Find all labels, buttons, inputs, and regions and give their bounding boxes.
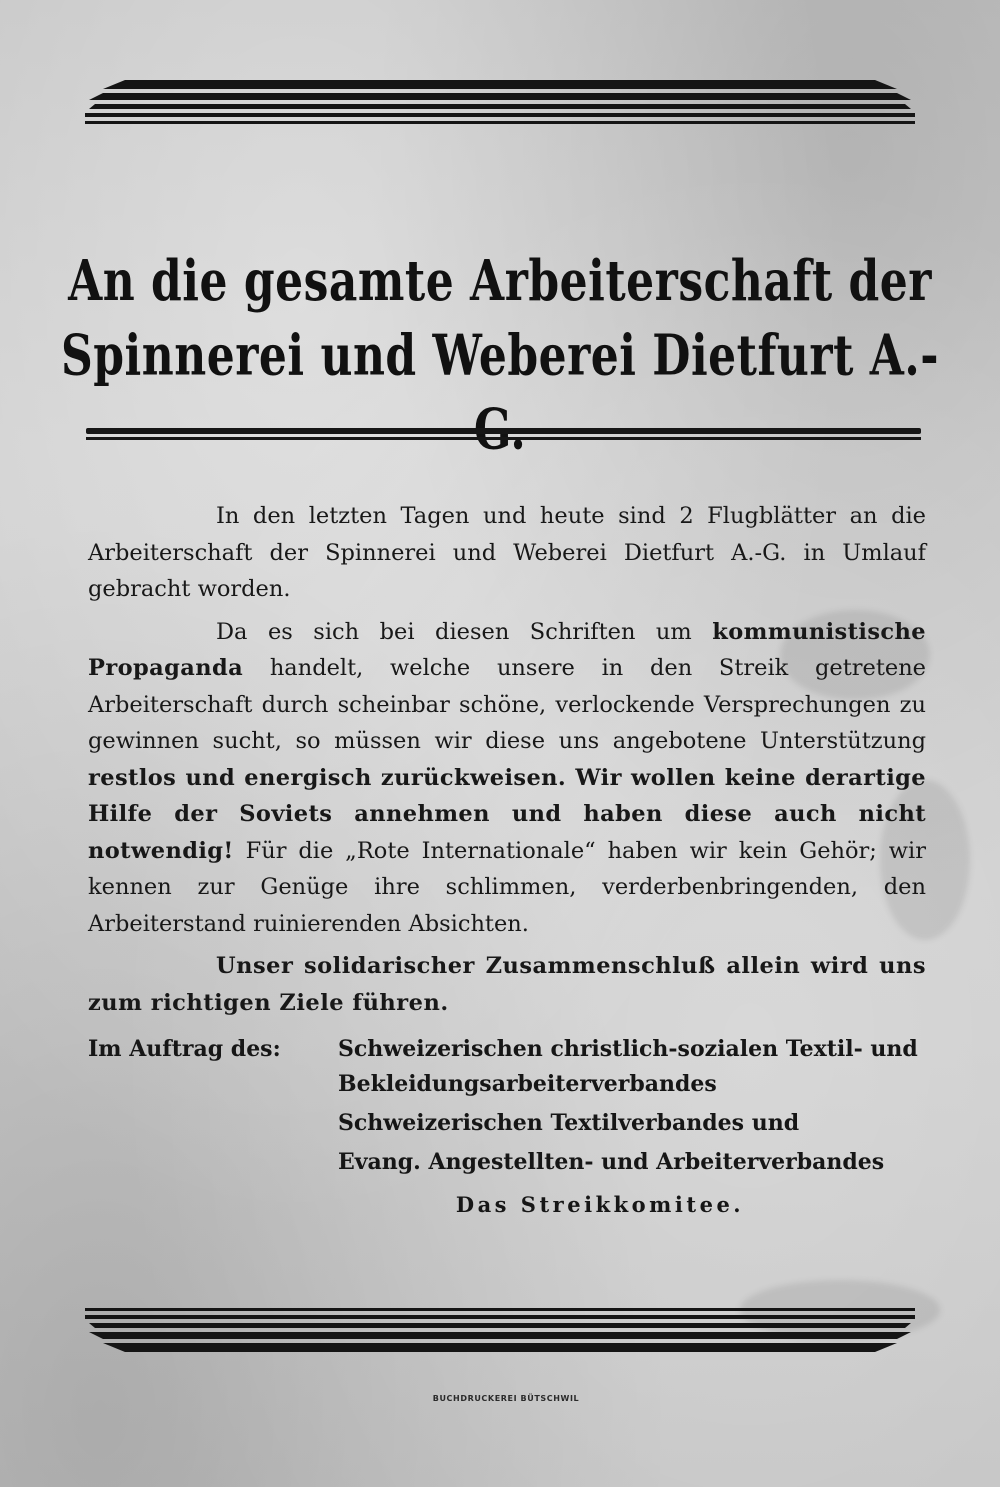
top-ornament-bars (85, 80, 915, 136)
org-1-line-1: Schweizerischen christlich-sozialen Textil- und (338, 1036, 918, 1062)
printer-imprint: BUCHDRUCKEREI BÜTSCHWIL (432, 1394, 580, 1403)
paragraph-2 (88, 614, 926, 943)
signature-block (88, 1032, 938, 1180)
headline-line-1: An die gesamte Arbeiterschaft der (68, 248, 932, 315)
org-2: Schweizerischen Textilverbandes und (338, 1110, 800, 1136)
signature-organizations (338, 1032, 938, 1180)
paragraph-2-text-b: handelt, welche unsere in den Streik getretene Arbeiterschaft durch scheinbar schöne, verlockende Versprechungen zu gewinnen sucht, so müssen wir diese uns angebotene Unterstützung (88, 655, 926, 754)
strike-committee: Das Streikkomitee. (455, 1192, 745, 1217)
org-3: Evang. Angestellten- und Arbeiterverbandes (338, 1149, 885, 1175)
headline-line-2: Spinnerei und Weberei Dietfurt A.- (61, 323, 939, 389)
paragraph-3: Unser solidarischer Zusammenschluß allein wird uns zum richtigen Ziele führen. (88, 953, 926, 1016)
signature-label: Im Auftrag des: (88, 1036, 281, 1062)
paragraph-1: In den letzten Tagen und heute sind 2 Flugblätter an die Arbeiterschaft der Spinnerei und Weberei Dietfurt A.-G. in Umlauf gebracht worden. (88, 503, 926, 602)
body-text (88, 498, 926, 1027)
bottom-ornament-bars (85, 1308, 915, 1364)
headline-underline (86, 428, 921, 440)
org-1-line-2: Bekleidungsarbeiterverbandes (338, 1071, 717, 1097)
paragraph-2-text-a: Da es sich bei diesen Schriften um (216, 618, 692, 645)
paragraph-2-bold-b: restlos und energisch zurückweisen. Wir wollen keine derartige Hilfe der Soviets annehmen und haben diese auch nicht notwendig! (88, 764, 926, 864)
paragraph-2-bold-a: kommunistische Propaganda (88, 618, 926, 681)
paragraph-2-text-c: Für die „Rote Internationale“ haben wir kein Gehör; wir kennen zur Genüge ihre schlimmen, verderbenbringenden, den Arbeiterstand ruinierenden Absichten. (88, 837, 926, 937)
